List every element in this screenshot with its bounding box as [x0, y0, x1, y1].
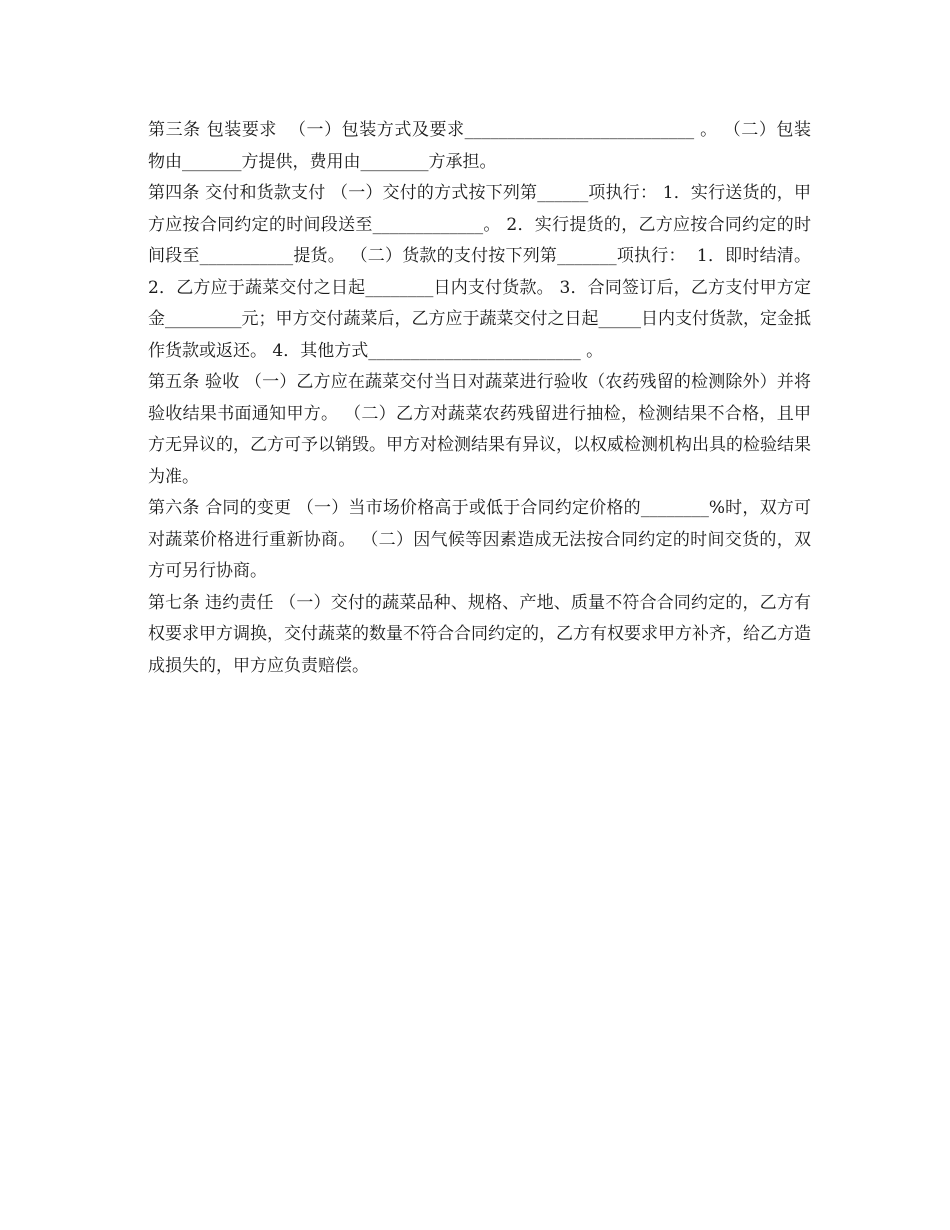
article-6-paragraph: 第六条 合同的变更 （一）当市场价格高于或低于合同约定价格的________%时，双方可对蔬菜价格进行重新协商。 （二）因气候等因素造成无法按合同约定的时间交货的，双方可另行协商。 [148, 498, 811, 581]
article-7-paragraph: 第七条 违约责任 （一）交付的蔬菜品种、规格、产地、质量不符合合同约定的，乙方有权要求甲方调换，交付蔬菜的数量不符合合同约定的，乙方有权要求甲方补齐，给乙方造成损失的，甲方应负责赔偿。 [148, 592, 811, 676]
article-5-paragraph: 第五条 验收 （一）乙方应在蔬菜交付当日对蔬菜进行验收（农药残留的检测除外）并将验收结果书面通知甲方。 （二）乙方对蔬菜农药残留进行抽检，检测结果不合格，且甲方无异议的，乙方可予以销毁。甲方对检测结果有异议，以权威检测机构出具的检验结果为准。 [148, 372, 811, 487]
article-3-paragraph: 第三条 包装要求 （一）包装方式及要求___________________________ 。 （二）包装物由_______方提供，费用由________方承担。 [148, 120, 811, 172]
document-page [139, 115, 817, 682]
article-4-paragraph: 第四条 交付和货款支付 （一）交付的方式按下列第______项执行： 1．实行送货的，甲方应按合同约定的时间段送至_____________。 2．实行提货的，乙方应按合同约定的时间段至___________提货。 （二）货款的支付按下列第_______项执行： 1．即时结清。 2．乙方应于蔬菜交付之日起________日内支付货款。 3．合同签订后，乙方支付甲方定金_________元；甲方交付蔬菜后，乙方应于蔬菜交付之日起_____日内支付货款，定金抵作货款或返还。 4．其他方式_________________________ 。 [148, 183, 817, 361]
